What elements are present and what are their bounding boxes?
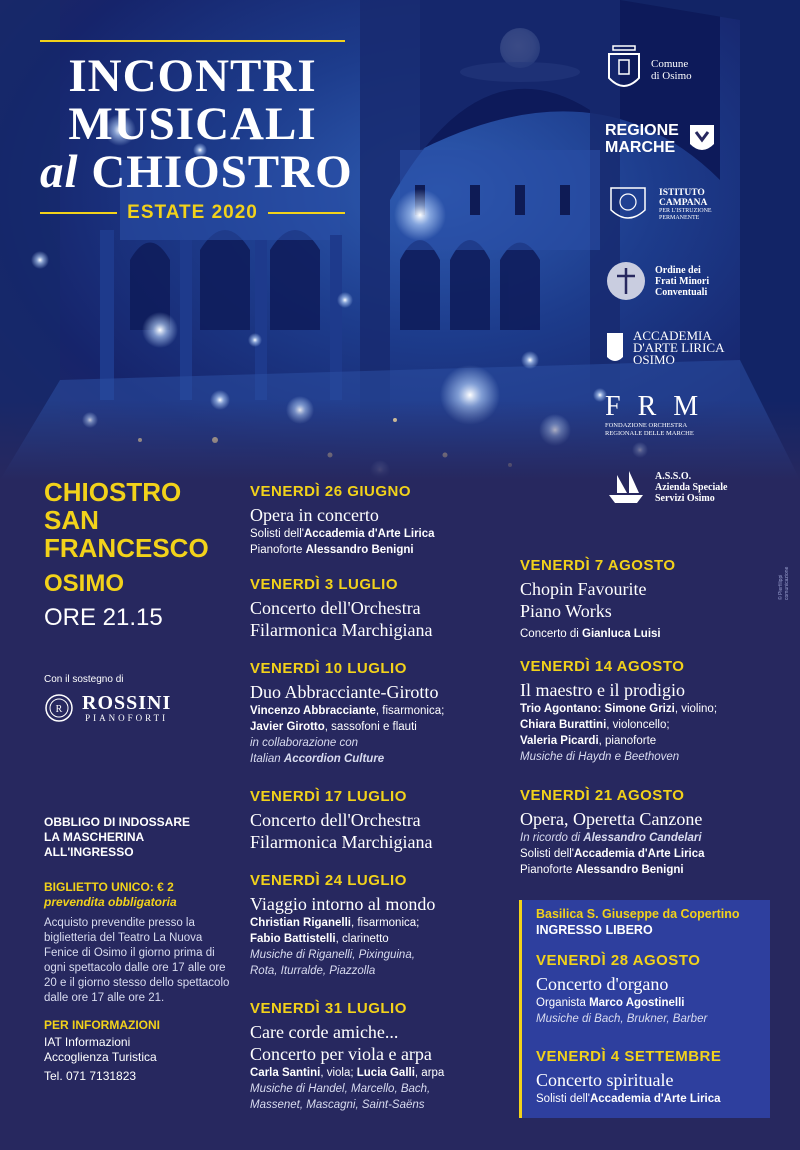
support-block xyxy=(44,674,224,723)
venue-block xyxy=(44,478,244,632)
event-date: VENERDÌ 26 GIUGNO xyxy=(250,483,412,500)
rossini-sub: PIANOFORTI xyxy=(85,713,169,723)
rossini-emblem-icon xyxy=(44,693,74,723)
event-line: Solisti dell'Accademia d'Arte Lirica xyxy=(536,1093,721,1105)
event-3-luglio xyxy=(250,576,500,641)
design-credit: © Pierfilippi comunicazione xyxy=(778,566,790,600)
frati-line1: Ordine dei xyxy=(655,264,701,276)
event-line: Carla Santini, viola; Lucia Galli, arpa xyxy=(250,1067,445,1079)
title-line-3 xyxy=(40,146,353,198)
ticket-price: BIGLIETTO UNICO: € 2 xyxy=(44,880,174,894)
accademia-line2: D'ARTE LIRICA xyxy=(633,340,725,355)
event-line: Chiara Burattini, violoncello; xyxy=(520,719,670,731)
event-7-agosto xyxy=(520,557,780,642)
event-title: Viaggio intorno al mondo xyxy=(250,894,436,914)
event-title: Concerto d'organo xyxy=(536,974,669,994)
asso-line3: Servizi Osimo xyxy=(655,492,715,504)
logo-comune-osimo xyxy=(605,42,692,98)
basilica-box xyxy=(519,900,770,1118)
event-date: VENERDÌ 4 SETTEMBRE xyxy=(536,1048,722,1065)
event-title: Care corde amiche... Concerto per viola e arpa xyxy=(250,1022,432,1064)
logo-asso xyxy=(605,467,728,507)
form-line3: REGIONALE DELLE MARCHE xyxy=(605,430,694,437)
event-note: Italian Accordion Culture xyxy=(250,753,385,765)
istituto-campana-crest-icon xyxy=(605,182,651,228)
asso-line1: A.S.S.O. xyxy=(655,470,692,482)
event-24-luglio xyxy=(250,872,500,979)
venue-line-1: CHIOSTRO xyxy=(44,477,182,507)
venue-line-2: SAN xyxy=(44,505,99,535)
event-4-settembre xyxy=(536,1048,766,1107)
event-date: VENERDÌ 31 LUGLIO xyxy=(250,1000,407,1017)
info-heading: PER INFORMAZIONI xyxy=(44,1018,160,1032)
event-line: Valeria Picardi, pianoforte xyxy=(520,735,657,747)
event-title: Concerto dell'Orchestra Filarmonica Marchigiana xyxy=(250,598,433,640)
venue-line-3: FRANCESCO xyxy=(44,533,209,563)
frati-line2: Frati Minori xyxy=(655,275,710,287)
season-label: ESTATE 2020 xyxy=(127,202,258,223)
logo-istituto-campana xyxy=(605,182,712,228)
event-line: Javier Girotto, sassofoni e flauti xyxy=(250,721,417,733)
comune-shield-icon xyxy=(605,42,643,98)
event-title: Concerto dell'Orchestra Filarmonica Marchigiana xyxy=(250,810,433,852)
event-17-luglio xyxy=(250,788,500,853)
event-line: Christian Riganelli, fisarmonica; xyxy=(250,917,420,929)
svg-text:R: R xyxy=(55,704,63,715)
venue-time: ORE 21.15 xyxy=(44,604,163,631)
mask-line-3: ALL'INGRESSO xyxy=(44,845,134,859)
basilica-place: Basilica S. Giuseppe da Copertino xyxy=(536,907,740,921)
event-note: in collaborazione con xyxy=(250,737,359,749)
info-block xyxy=(44,815,234,1084)
mask-line-1: OBBLIGO DI INDOSSARE xyxy=(44,815,191,829)
event-14-agosto xyxy=(520,658,780,765)
event-10-luglio xyxy=(250,660,500,767)
campana-line2: CAMPANA xyxy=(659,198,708,208)
event-31-luglio xyxy=(250,1000,500,1113)
basilica-heading xyxy=(536,906,740,938)
iat-line-2: Accoglienza Turistica xyxy=(44,1050,157,1064)
event-line: Fabio Battistelli, clarinetto xyxy=(250,933,389,945)
event-title: Opera, Operetta Canzone xyxy=(520,809,703,829)
regione-line2: MARCHE xyxy=(605,139,676,156)
regione-marche-logo xyxy=(687,122,717,156)
campana-line3: PER L'ISTRUZIONE xyxy=(659,208,712,214)
logo-comune-line2: di Osimo xyxy=(651,70,692,82)
accademia-arte-lirica-logo xyxy=(605,331,625,365)
event-note: Massenet, Mascagni, Saint-Saëns xyxy=(250,1099,425,1111)
event-26-giugno xyxy=(250,483,500,558)
event-21-agosto xyxy=(520,787,780,878)
event-title: Chopin Favourite Piano Works xyxy=(520,579,647,621)
campana-line1: ISTITUTO xyxy=(659,188,705,198)
asso-line2: Azienda Speciale xyxy=(655,481,728,493)
event-title: Concerto spirituale xyxy=(536,1070,674,1090)
rossini-name: ROSSINI xyxy=(82,692,172,714)
frati-minori-emblem-icon xyxy=(605,260,647,302)
event-note: Musiche di Haydn e Beethoven xyxy=(520,751,680,763)
title-line-1: INCONTRI xyxy=(68,50,317,102)
asso-ship-icon xyxy=(605,467,647,507)
mask-line-2: LA MASCHERINA xyxy=(44,830,145,844)
event-line: Organista Marco Agostinelli xyxy=(536,997,685,1009)
title-line-2: MUSICALI xyxy=(68,98,317,150)
event-date: VENERDÌ 7 AGOSTO xyxy=(520,557,676,574)
logo-frati-minori xyxy=(605,260,709,302)
venue-city: OSIMO xyxy=(44,570,125,597)
logo-accademia-arte-lirica xyxy=(605,330,724,366)
event-line: Trio Agontano: Simone Grizi, violino; xyxy=(520,703,718,715)
event-date: VENERDÌ 24 LUGLIO xyxy=(250,872,407,889)
event-line: Pianoforte Alessandro Benigni xyxy=(520,864,684,876)
event-date: VENERDÌ 28 AGOSTO xyxy=(536,952,701,969)
event-date: VENERDÌ 3 LUGLIO xyxy=(250,576,399,593)
event-line: Solisti dell'Accademia d'Arte Lirica xyxy=(520,848,705,860)
support-label: Con il sostegno di xyxy=(44,674,124,685)
event-note: Rota, Iturralde, Piazzolla xyxy=(250,965,376,977)
presale-description: Acquisto prevendite presso la biglietteria del Teatro La Nuova Fenice di Osimo il giorno prima di ogni spettacolo dalle ore 17 alle ore 20 e il giorno stesso dello spettacolo dalle ore 17 alle ore 21. xyxy=(44,917,230,1004)
accademia-line3: OSIMO xyxy=(633,352,675,367)
iat-line-1: IAT Informazioni xyxy=(44,1035,131,1049)
poster-title xyxy=(40,40,353,224)
event-note: Musiche di Handel, Marcello, Bach, xyxy=(250,1083,431,1095)
accademia-line1: ACCADEMIA xyxy=(633,328,712,343)
event-date: VENERDÌ 14 AGOSTO xyxy=(520,658,685,675)
event-line: Solisti dell'Accademia d'Arte Lirica xyxy=(250,528,435,540)
event-note: In ricordo di Alessandro Candelari xyxy=(520,832,702,844)
season-row xyxy=(40,202,345,224)
event-title: Duo Abbracciante-Girotto xyxy=(250,682,439,702)
event-28-agosto xyxy=(536,952,766,1027)
form-logo: F R M xyxy=(605,391,704,422)
event-title: Il maestro e il prodigio xyxy=(520,680,685,700)
logo-regione-marche xyxy=(605,122,717,156)
title-chiostro: CHIOSTRO xyxy=(91,146,353,198)
event-note: Musiche di Bach, Brukner, Barber xyxy=(536,1013,708,1025)
rossini-logo xyxy=(44,693,224,723)
event-date: VENERDÌ 21 AGOSTO xyxy=(520,787,685,804)
event-date: VENERDÌ 10 LUGLIO xyxy=(250,660,407,677)
regione-line1: REGIONE xyxy=(605,122,679,139)
event-line: Vincenzo Abbracciante, fisarmonica; xyxy=(250,705,445,717)
telephone: Tel. 071 7131823 xyxy=(44,1069,137,1083)
event-title: Opera in concerto xyxy=(250,505,379,525)
campana-line4: PERMANENTE xyxy=(659,215,700,221)
event-line: Concerto di Gianluca Luisi xyxy=(520,628,661,640)
event-date: VENERDÌ 17 LUGLIO xyxy=(250,788,407,805)
frati-line3: Conventuali xyxy=(655,286,708,298)
logo-form xyxy=(605,392,703,438)
title-al: al xyxy=(40,146,79,198)
presale-note: prevendita obbligatoria xyxy=(44,895,177,909)
event-note: Musiche di Riganelli, Pixinguina, xyxy=(250,949,415,961)
logo-comune-line1: Comune xyxy=(651,58,689,70)
event-line: Pianoforte Alessandro Benigni xyxy=(250,544,414,556)
free-entry: INGRESSO LIBERO xyxy=(536,923,653,937)
form-line2: FONDAZIONE ORCHESTRA xyxy=(605,422,688,429)
